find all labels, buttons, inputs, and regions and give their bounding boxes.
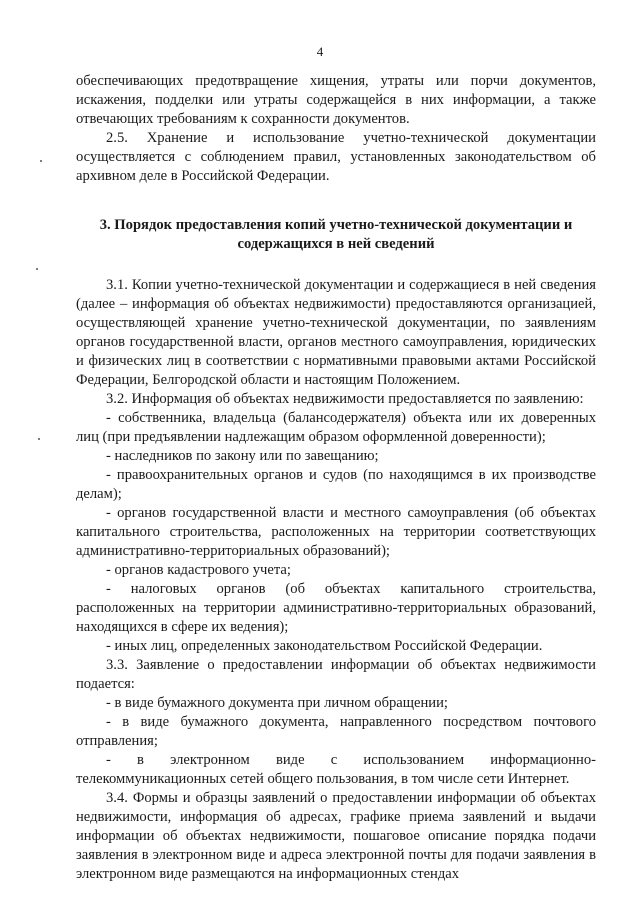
paragraph-3-3: 3.3. Заявление о предоставлении информации об объектах недвижимости подается: — [76, 657, 596, 692]
paragraph-3-2-c: - правоохранительных органов и судов (по находящимся в их производстве делам); — [76, 467, 596, 502]
paragraph-3-2-f: - налоговых органов (об объектах капитального строительства, расположенных на территории административно-территориальных образований, находящихся в сфере их ведения); — [76, 581, 596, 635]
paragraph-3-3-a: - в виде бумажного документа при личном обращении; — [106, 695, 448, 711]
paragraph-3-2-e: - органов кадастрового учета; — [106, 562, 291, 578]
scan-speck — [40, 160, 42, 162]
section-heading: 3. Порядок предоставления копий учетно-технической документации и содержащихся в ней сведений — [99, 217, 573, 252]
paragraph-3-2: 3.2. Информация об объектах недвижимости предоставляется по заявлению: — [106, 391, 584, 407]
top-paragraphs — [76, 72, 596, 186]
scan-speck — [38, 438, 40, 440]
paragraph-3-3-c: - в электронном виде с использованием информационно-телекоммуникационных сетей общего пользования, в том числе сети Интернет. — [76, 752, 596, 787]
paragraph-3-2-d: - органов государственной власти и местного самоуправления (об объектах капитального строительства, расположенных на территории соответствующих административно-территориальных образований); — [76, 505, 596, 559]
scan-speck — [36, 268, 38, 270]
paragraph-3-1: 3.1. Копии учетно-технической документации и содержащиеся в ней сведения (далее – информация об объектах недвижимости) предоставляются организацией, осуществляющей хранение учетно-технической документации, по заявлениям органов государственной власти, органов местного самоуправления, юридических и физических лиц в соответствии с нормативными правовыми актами Российской Федерации, Белгородской области и настоящим Положением. — [76, 277, 596, 388]
paragraph-3-2-b: - наследников по закону или по завещанию; — [106, 448, 379, 464]
paragraph-3-2-a: - собственника, владельца (балансодержателя) объекта или их доверенных лиц (при предъявлении надлежащим образом оформленной доверенности); — [76, 410, 596, 445]
paragraph-3-4: 3.4. Формы и образцы заявлений о предоставлении информации об объектах недвижимости, информация об адресах, графике приема заявлений и выдачи информации об объектах недвижимости, пошаговое описание порядка подачи заявления в электронном виде и адреса электронной почты для подачи заявления в электронном виде размещаются на информационных стендах — [76, 790, 596, 882]
paragraph-3-2-g: - иных лиц, определенных законодательством Российской Федерации. — [106, 638, 543, 654]
paragraph-continuation: обеспечивающих предотвращение хищения, утраты или порчи документов, искажения, подделки или утраты содержащейся в них информации, а также отвечающих требованиям к сохранности документов. — [76, 73, 596, 127]
page-number: 4 — [316, 44, 324, 59]
paragraph-3-3-b: - в виде бумажного документа, направленного посредством почтового отправления; — [76, 714, 596, 749]
document-body — [76, 72, 596, 884]
paragraph-2-5: 2.5. Хранение и использование учетно-технической документации осуществляется с соблюдением правил, установленных законодательством об архивном деле в Российской Федерации. — [76, 130, 596, 184]
section-paragraphs — [76, 276, 596, 884]
